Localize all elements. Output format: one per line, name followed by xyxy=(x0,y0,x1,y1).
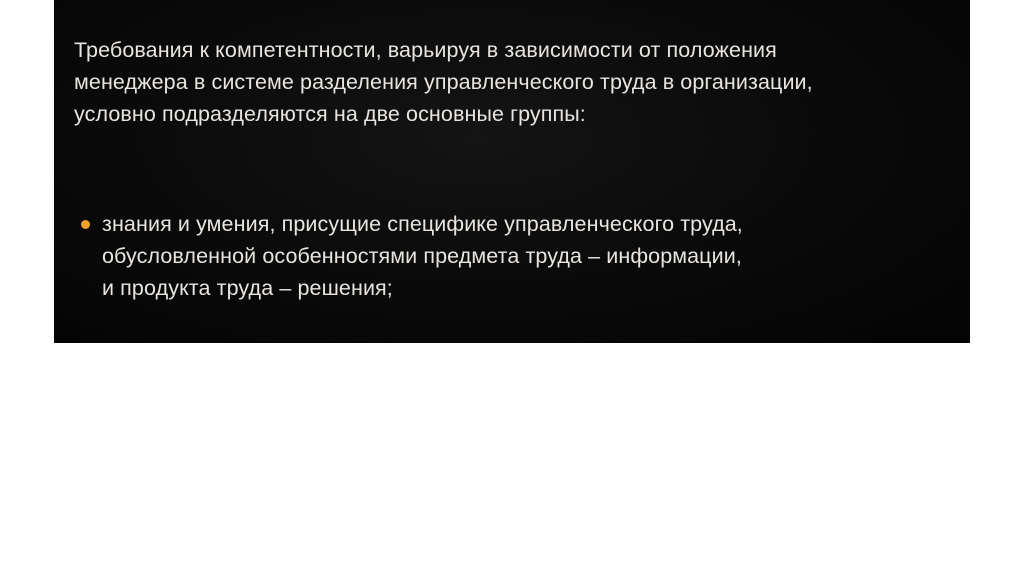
slide-content-area xyxy=(54,0,970,343)
bullet-list xyxy=(74,208,946,304)
bullet-line: и продукта труда – решения; xyxy=(102,276,393,300)
intro-paragraph xyxy=(74,34,946,130)
list-item xyxy=(74,208,946,304)
bullet-line: обусловленной особенностями предмета труда – информации, xyxy=(102,244,742,268)
intro-line: Требования к компетентности, варьируя в зависимости от положения xyxy=(74,38,777,62)
intro-line: условно подразделяются на две основные группы: xyxy=(74,102,586,126)
bullet-dot-icon xyxy=(81,220,90,229)
bullet-line: знания и умения, присущие специфике управленческого труда, xyxy=(102,212,743,236)
intro-line: менеджера в системе разделения управленческого труда в организации, xyxy=(74,70,813,94)
